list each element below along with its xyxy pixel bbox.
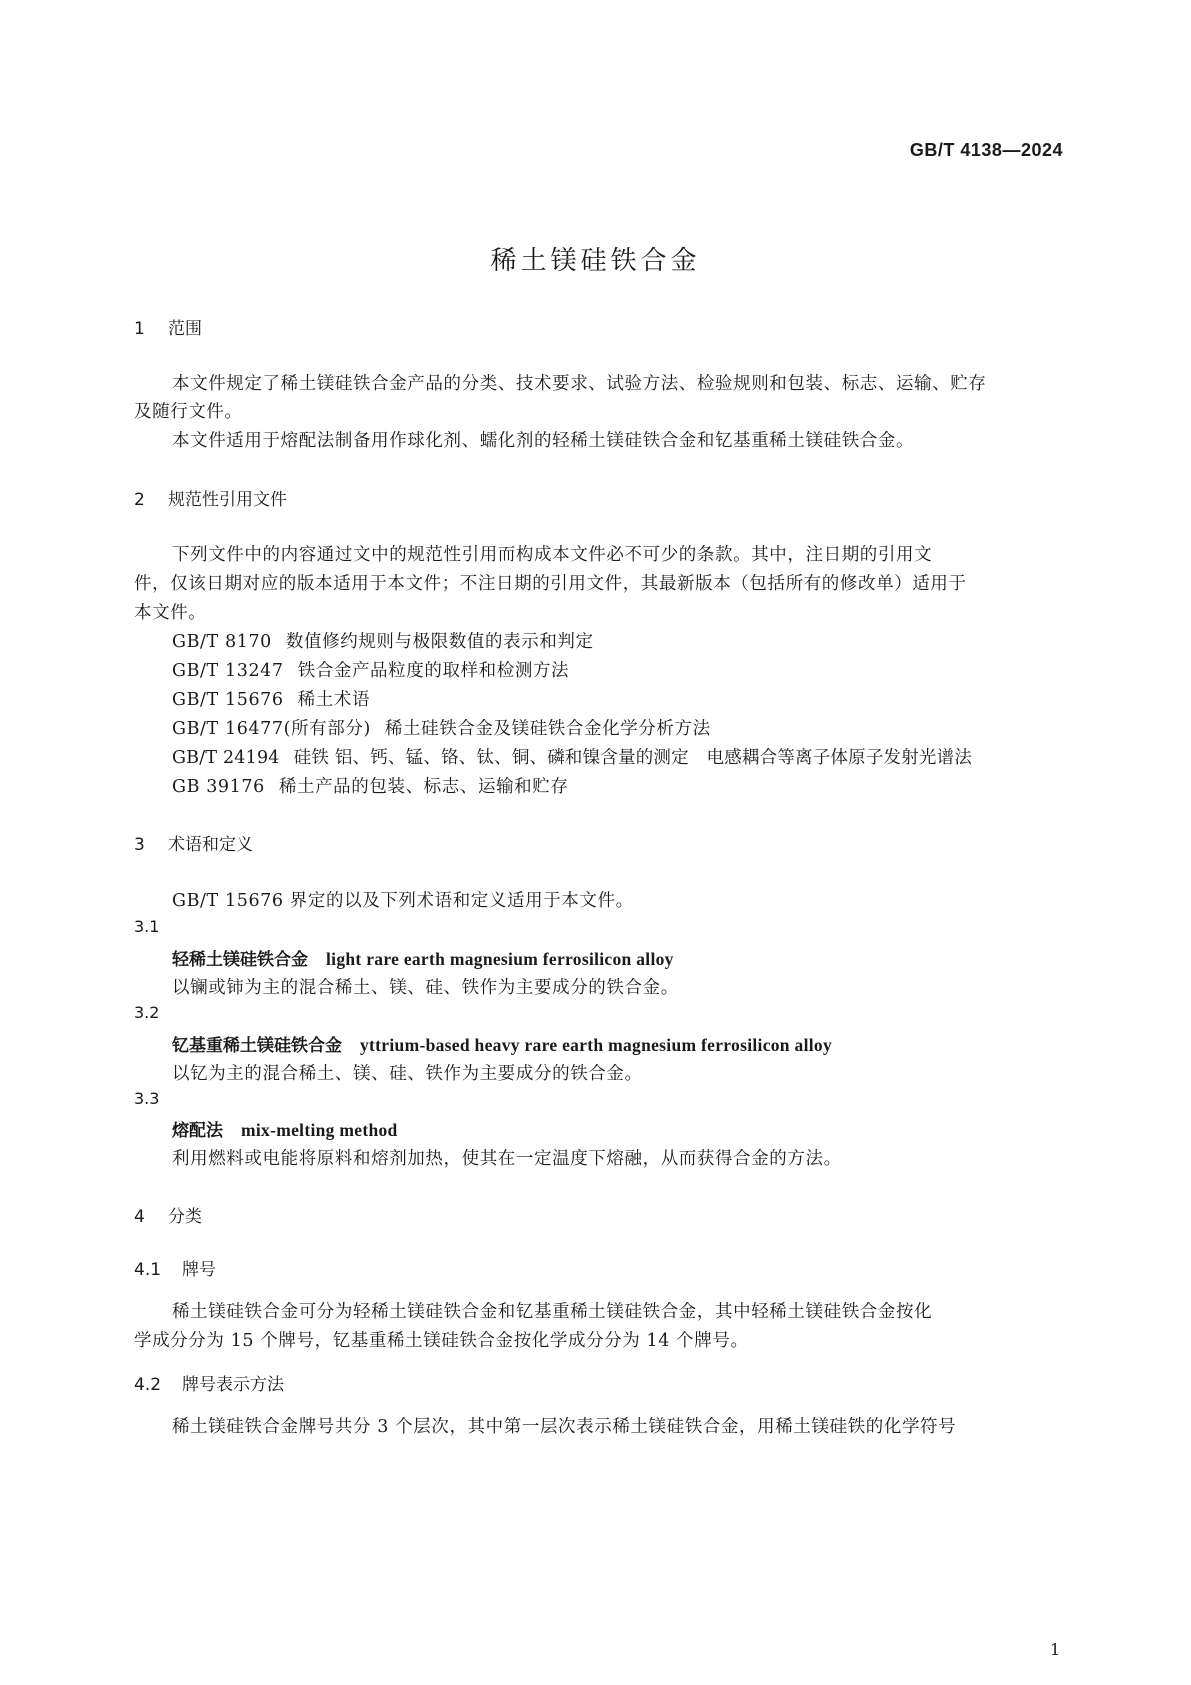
- section-title: 术语和定义: [168, 835, 253, 855]
- section-2-heading: [134, 485, 287, 510]
- subsection-title: 牌号表示方法: [182, 1375, 284, 1395]
- subsection-4-1-heading: [134, 1255, 216, 1280]
- section-title: 范围: [168, 319, 202, 339]
- reference-title: 铁合金产品粒度的取样和检测方法: [297, 661, 570, 681]
- reference-code: GB/T 13247: [172, 661, 284, 681]
- subsection-number: 4.1: [134, 1260, 162, 1280]
- normative-reference: [172, 657, 569, 682]
- reference-title: 稀土术语: [297, 690, 371, 710]
- reference-title: 硅铁 铝、钙、锰、铬、钛、铜、磷和镍含量的测定 电感耦合等离子体原子发射光谱法: [293, 748, 973, 768]
- reference-title: 稀土产品的包装、标志、运输和贮存: [278, 777, 569, 797]
- reference-title: 数值修约规则与极限数值的表示和判定: [285, 632, 594, 652]
- document-number: GB/T 4138—2024: [909, 140, 1063, 160]
- term-definition: 以镧或铈为主的混合稀土、镁、硅、铁作为主要成分的铁合金。: [172, 978, 679, 998]
- normative-reference: [172, 628, 594, 653]
- term-heading: [172, 1031, 832, 1056]
- subsection-number: 4.2: [134, 1375, 162, 1395]
- paragraph-line: 件，仅该日期对应的版本适用于本文件；不注日期的引用文件，其最新版本（包括所有的修改单）适用于: [134, 574, 967, 594]
- paragraph-line: GB/T 15676 界定的以及下列术语和定义适用于本文件。: [172, 891, 634, 911]
- clause-number: 3.3: [134, 1089, 160, 1108]
- term-zh: 钇基重稀土镁硅铁合金: [172, 1036, 342, 1056]
- section-number: 4: [134, 1207, 145, 1227]
- reference-code: GB 39176: [172, 777, 265, 797]
- term-en: light rare earth magnesium ferrosilicon alloy: [326, 949, 674, 969]
- paragraph-line: 本文件。: [134, 603, 207, 623]
- term-definition: 以钇为主的混合稀土、镁、硅、铁作为主要成分的铁合金。: [172, 1064, 643, 1084]
- section-title: 规范性引用文件: [168, 490, 287, 510]
- section-number: 3: [134, 835, 145, 855]
- section-3-heading: [134, 830, 253, 855]
- term-heading: [172, 1116, 398, 1141]
- subsection-title: 牌号: [182, 1260, 216, 1280]
- normative-reference: [172, 744, 972, 769]
- reference-code: GB/T 16477(所有部分): [172, 719, 371, 739]
- reference-code: GB/T 15676: [172, 690, 284, 710]
- page-number: 1: [1050, 1640, 1061, 1659]
- clause-number: 3.2: [134, 1003, 160, 1022]
- section-title: 分类: [168, 1207, 202, 1227]
- page-title: 稀土镁硅铁合金: [490, 246, 701, 276]
- paragraph-line: 学成分分为 15 个牌号，钇基重稀土镁硅铁合金按化学成分分为 14 个牌号。: [134, 1331, 749, 1351]
- reference-code: GB/T 24194: [172, 748, 280, 768]
- normative-reference: [172, 715, 711, 740]
- subsection-4-2-heading: [134, 1370, 284, 1395]
- normative-reference: [172, 773, 568, 798]
- term-definition: 利用燃料或电能将原料和熔剂加热，使其在一定温度下熔融，从而获得合金的方法。: [172, 1149, 842, 1169]
- paragraph-line: 稀土镁硅铁合金可分为轻稀土镁硅铁合金和钇基重稀土镁硅铁合金，其中轻稀土镁硅铁合金按化: [172, 1302, 933, 1322]
- reference-code: GB/T 8170: [172, 632, 272, 652]
- section-number: 1: [134, 319, 145, 339]
- paragraph-line: 下列文件中的内容通过文中的规范性引用而构成本文件必不可少的条款。其中，注日期的引用文: [172, 545, 933, 565]
- reference-title: 稀土硅铁合金及镁硅铁合金化学分析方法: [384, 719, 711, 739]
- term-en: yttrium-based heavy rare earth magnesium ferrosilicon alloy: [360, 1035, 832, 1055]
- section-number: 2: [134, 490, 145, 510]
- section-1-heading: [134, 314, 202, 339]
- term-zh: 熔配法: [172, 1121, 223, 1141]
- normative-reference: [172, 686, 370, 711]
- term-en: mix-melting method: [241, 1120, 398, 1140]
- paragraph-line: 稀土镁硅铁合金牌号共分 3 个层次，其中第一层次表示稀土镁硅铁合金，用稀土镁硅铁的化学符号: [172, 1417, 957, 1437]
- clause-number: 3.1: [134, 917, 160, 936]
- paragraph-line: 及随行文件。: [134, 402, 243, 422]
- term-zh: 轻稀土镁硅铁合金: [172, 950, 308, 970]
- section-4-heading: [134, 1202, 202, 1227]
- paragraph-line: 本文件适用于熔配法制备用作球化剂、蠕化剂的轻稀土镁硅铁合金和钇基重稀土镁硅铁合金。: [172, 431, 915, 451]
- term-heading: [172, 945, 674, 970]
- paragraph-line: 本文件规定了稀土镁硅铁合金产品的分类、技术要求、试验方法、检验规则和包装、标志、运输、贮存: [172, 374, 987, 394]
